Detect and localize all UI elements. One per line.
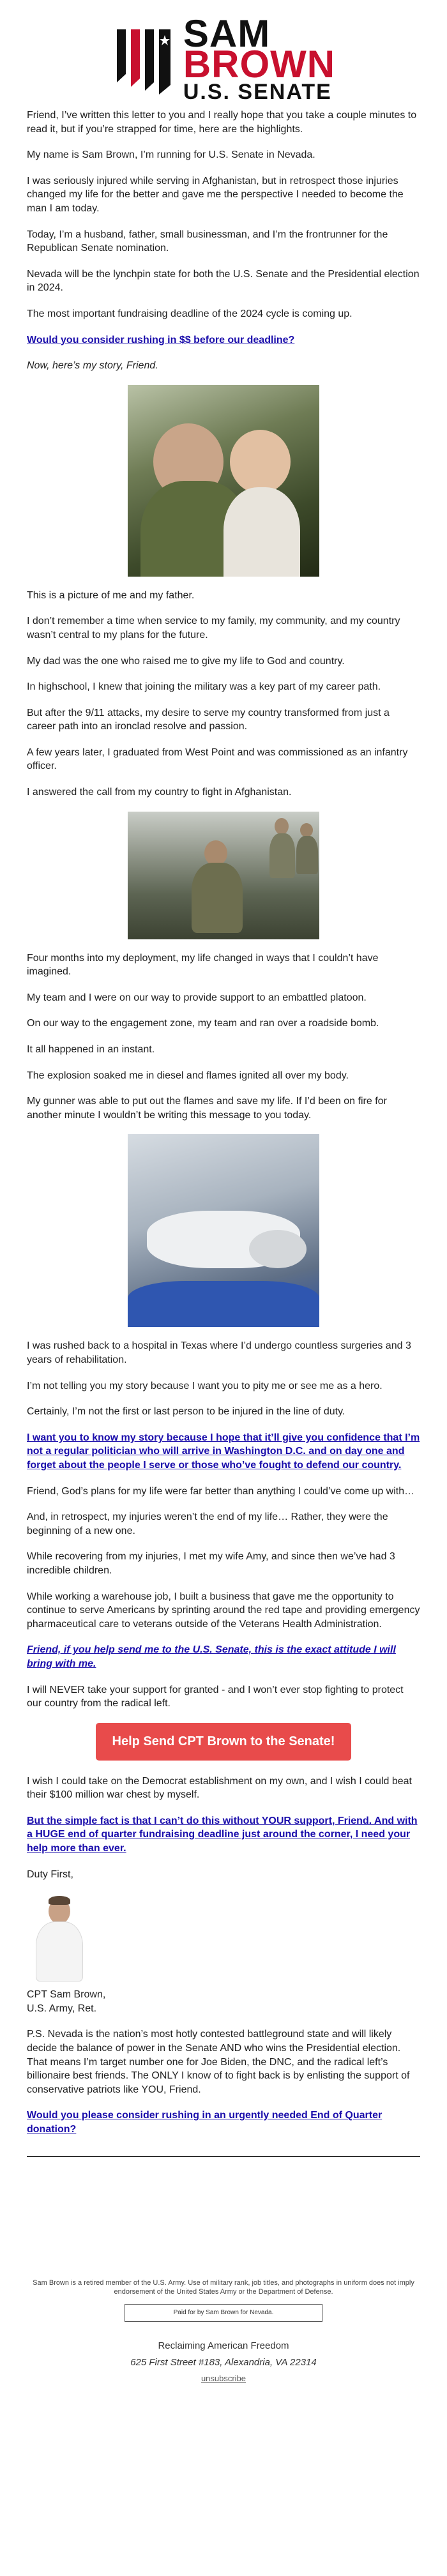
letter-paragraph: On our way to the engagement zone, my team and ran over a roadside bomb. (27, 1018, 379, 1029)
logo-sam-text: SAM (183, 12, 271, 55)
footer-address: 625 First Street #183, Alexandria, VA 22314 (130, 2356, 317, 2368)
photo-soldiers-afghanistan (128, 812, 319, 939)
signature-name: CPT Sam Brown, (27, 1989, 106, 2001)
logo-wordmark (183, 12, 336, 104)
letter-paragraph: This is a picture of me and my father. (27, 589, 195, 601)
donate-button[interactable]: Help Send CPT Brown to the Senate! (96, 1723, 352, 1761)
paid-for-box: Paid for by Sam Brown for Nevada. (125, 2304, 322, 2322)
signature-block (27, 1988, 420, 2015)
donate-link-attitude[interactable]: Friend, if you help send me to the U.S. Senate, this is the exact attitude I will bring with me. (27, 1644, 396, 1669)
letter-paragraph: Four months into my deployment, my life changed in ways that I couldn’t have imagined. (27, 952, 379, 978)
letter-paragraph: Now, here’s my story, Friend. (27, 360, 158, 372)
letter-paragraph: A few years later, I graduated from West Point and was commissioned as an infantry officer. (27, 746, 408, 772)
letter-paragraph: While working a warehouse job, I built a business that gave me the opportunity to continue to serve Americans by sprinting around the red tape and providing emergency pharmaceutical care to veterans outside of the Veterans Health Administration. (27, 1591, 420, 1630)
letter-paragraph: I was rushed back to a hospital in Texas where I’d undergo countless surgeries and 3 years of rehabilitation. (27, 1340, 411, 1365)
photo-hospital-recovery (128, 1134, 319, 1327)
signature-title: U.S. Army, Ret. (27, 2003, 97, 2014)
letter-paragraph: I will NEVER take your support for granted - and I won’t ever stop fighting to protect our country from the radical left. (27, 1684, 404, 1709)
letter-paragraph: I’m not telling you my story because I want you to pity me or see me as a hero. (27, 1380, 383, 1391)
postscript: P.S. Nevada is the nation’s most hotly contested battleground state and will likely decide the balance of power in the Senate AND who wins the Presidential election. That means I’m target number one for Joe Biden, the DNC, and the radical left’s billionaire best friends. The ONLY I know of to fight back is by enlisting the support of conservative patriots like YOU, Friend. (27, 2029, 410, 2095)
closing-text: Duty First, (27, 1868, 73, 1880)
donate-link-end-of-quarter[interactable]: Would you please consider rushing in an urgently needed End of Quarter donation? (27, 2110, 383, 2135)
photo-soldier-with-child (128, 385, 319, 577)
donate-link-story[interactable]: I want you to know my story because I hope that it’ll give you confidence that I’m not a regular politician who will arrive in Washington D.C. and on day one and forget about the people I serve or those who’ve fought to defend our country. (27, 1432, 420, 1471)
letter-paragraph: Nevada will be the lynchpin state for both the U.S. Senate and the Presidential election in 2024. (27, 268, 420, 294)
cta-container (27, 1723, 420, 1761)
footer-spacer (27, 2157, 420, 2278)
letter-paragraph: Friend, God’s plans for my life were far better than anything I could’ve come up with… (27, 1485, 415, 1497)
letter-paragraph: I wish I could take on the Democrat establishment on my own, and I wish I could beat their $100 million war chest by myself. (27, 1775, 412, 1801)
letter-paragraph: I answered the call from my country to fight in Afghanistan. (27, 787, 292, 798)
campaign-logo (27, 0, 420, 109)
letter-paragraph: The explosion soaked me in diesel and flames ignited all over my body. (27, 1070, 349, 1081)
letter-paragraph: My name is Sam Brown, I’m running for U.S. Senate in Nevada. (27, 149, 315, 161)
letter-paragraph: The most important fundraising deadline of the 2024 cycle is coming up. (27, 308, 352, 319)
letter-paragraph: My team and I were on our way to provide support to an embattled platoon. (27, 992, 367, 1003)
letter-paragraph: My gunner was able to put out the flames and save my life. If I’d been on fire for another minute I wouldn’t be writing this message to you today. (27, 1096, 387, 1121)
letter-paragraph: In highschool, I knew that joining the military was a key part of my career path. (27, 681, 381, 693)
logo-senate-text: U.S. SENATE (183, 80, 332, 104)
letter-paragraph: My dad was the one who raised me to give my life to God and country. (27, 655, 345, 667)
letter-paragraph: Certainly, I’m not the first or last person to be injured in the line of duty. (27, 1406, 345, 1418)
letter-paragraph: Friend, I’ve written this letter to you and I really hope that you take a couple minutes to read it, but if you’re strapped for time, here are the highlights. (27, 110, 417, 135)
donate-link-deadline[interactable]: Would you consider rushing in $$ before our deadline? (27, 334, 295, 345)
photo-sam-brown-portrait (27, 1893, 91, 1983)
letter-paragraph: While recovering from my injuries, I met my wife Amy, and since then we’ve had 3 incredible children. (27, 1551, 395, 1576)
letter-paragraph: I don’t remember a time when service to my family, my community, and my country wasn’t central to my plans for the future. (27, 616, 400, 640)
footer-org-name: Reclaiming American Freedom (158, 2340, 289, 2351)
letter-paragraph: And, in retrospect, my injuries weren’t the end of my life… Rather, they were the beginning of a new one. (27, 1512, 388, 1536)
letter-paragraph: It all happened in an instant. (27, 1044, 155, 1056)
donate-link-support[interactable]: But the simple fact is that I can’t do this without YOUR support, Friend. And with a HUGE end of quarter fundraising deadline just around the corner, I need your help more than ever. (27, 1815, 418, 1854)
letter-body (27, 109, 420, 2137)
military-disclaimer: Sam Brown is a retired member of the U.S. Army. Use of military rank, job titles, and photographs in uniform does not imply endorsement of the United States Army or the Department of Defense. (33, 2278, 414, 2296)
email-footer (27, 2278, 420, 2404)
flag-stripes-icon (112, 26, 176, 96)
letter-paragraph: Today, I’m a husband, father, small businessman, and I’m the frontrunner for the Republican Senate nomination. (27, 229, 388, 254)
letter-paragraph: But after the 9/11 attacks, my desire to serve my country transformed from just a career path into an ironclad resolve and passion. (27, 707, 390, 732)
logo-brown-text: BROWN (183, 43, 336, 86)
letter-paragraph: I was seriously injured while serving in Afghanistan, but in retrospect those injuries changed my life for the better and gave me the perspective I needed to become the man I am today. (27, 175, 404, 214)
unsubscribe-link[interactable]: unsubscribe (201, 2374, 246, 2384)
